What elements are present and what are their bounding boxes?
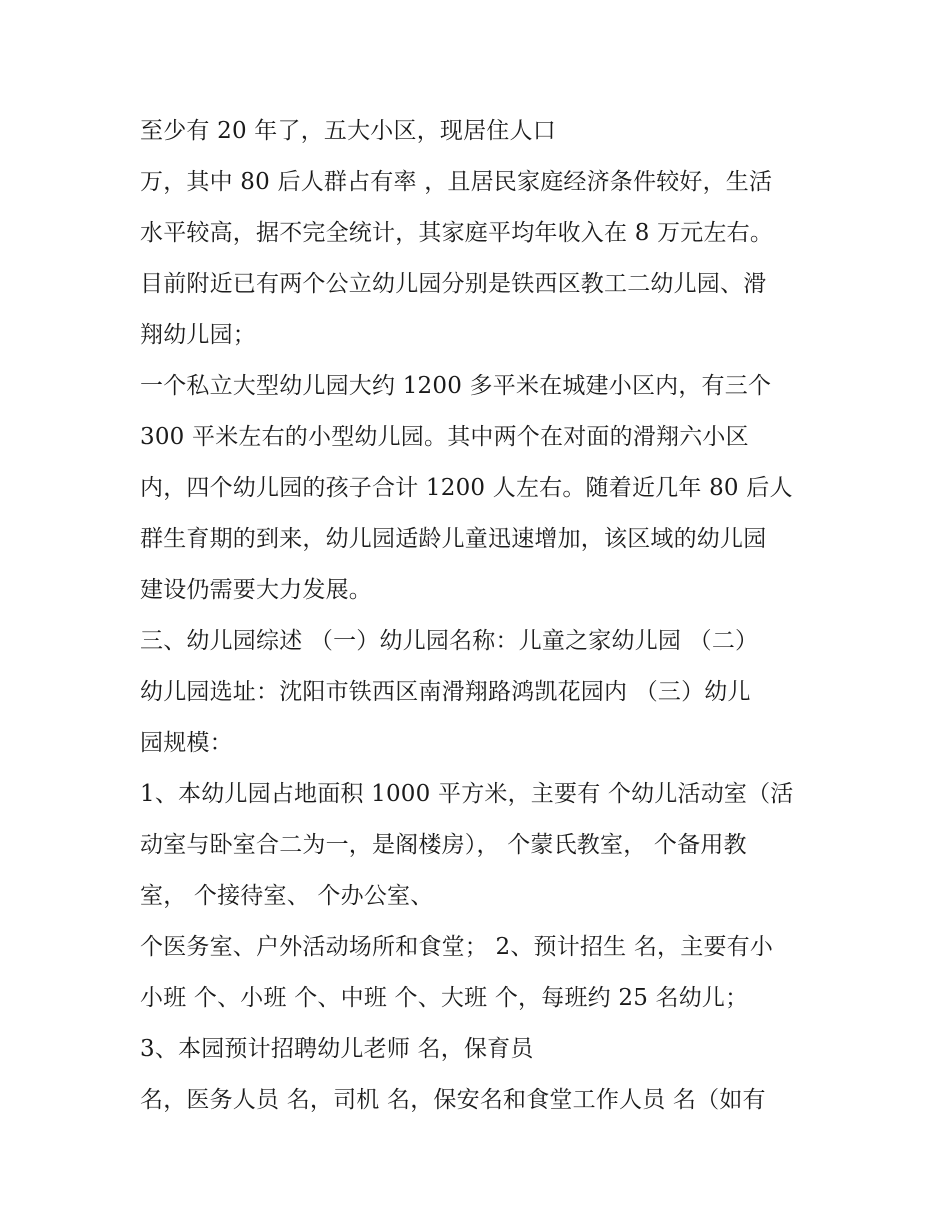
text-line: 水平较高，据不完全统计，其家庭平均年收入在 8 万元左右。 xyxy=(140,220,774,246)
text-line: 翔幼儿园； xyxy=(140,322,256,348)
section-heading-line: 三、幼儿园综述 （一）幼儿园名称：儿童之家幼儿园 （二） xyxy=(140,628,759,654)
text-line: 名，医务人员 名，司机 名，保安名和食堂工作人员 名（如有 xyxy=(140,1087,766,1113)
text-line: 园规模： xyxy=(140,730,233,756)
text-line: 万，其中 80 后人群占有率 ，且居民家庭经济条件较好，生活 xyxy=(140,169,773,195)
text-line: 建设仍需要大力发展。 xyxy=(140,577,372,603)
list-item-line: 1、本幼儿园占地面积 1000 平方米，主要有 个幼儿活动室（活 xyxy=(140,781,794,807)
text-line: 个医务室、户外活动场所和食堂； 2、预计招生 名，主要有小 xyxy=(140,934,774,960)
text-line: 一个私立大型幼儿园大约 1200 多平米在城建小区内，有三个 xyxy=(140,373,772,399)
text-line: 300 平米左右的小型幼儿园。其中两个在对面的滑翔六小区 xyxy=(140,424,749,450)
text-line: 内，四个幼儿园的孩子合计 1200 人左右。随着近几年 80 后人 xyxy=(140,475,793,501)
text-line: 室， 个接待室、 个办公室、 xyxy=(140,883,434,909)
text-line: 动室与卧室合二为一，是阁楼房）， 个蒙氏教室， 个备用教 xyxy=(140,832,747,858)
text-line: 群生育期的到来，幼儿园适龄儿童迅速增加，该区域的幼儿园 xyxy=(140,526,767,552)
list-item-line: 3、本园预计招聘幼儿老师 名，保育员 xyxy=(140,1036,534,1062)
text-line: 小班 个、小班 个、中班 个、大班 个，每班约 25 名幼儿； xyxy=(140,985,749,1011)
text-line: 幼儿园选址：沈阳市铁西区南滑翔路鸿凯花园内 （三）幼儿 xyxy=(140,679,751,705)
text-line: 目前附近已有两个公立幼儿园分别是铁西区教工二幼儿园、滑 xyxy=(140,271,767,297)
text-line: 至少有 20 年了，五大小区，现居住人口 xyxy=(140,118,556,144)
document-body xyxy=(140,106,820,1126)
